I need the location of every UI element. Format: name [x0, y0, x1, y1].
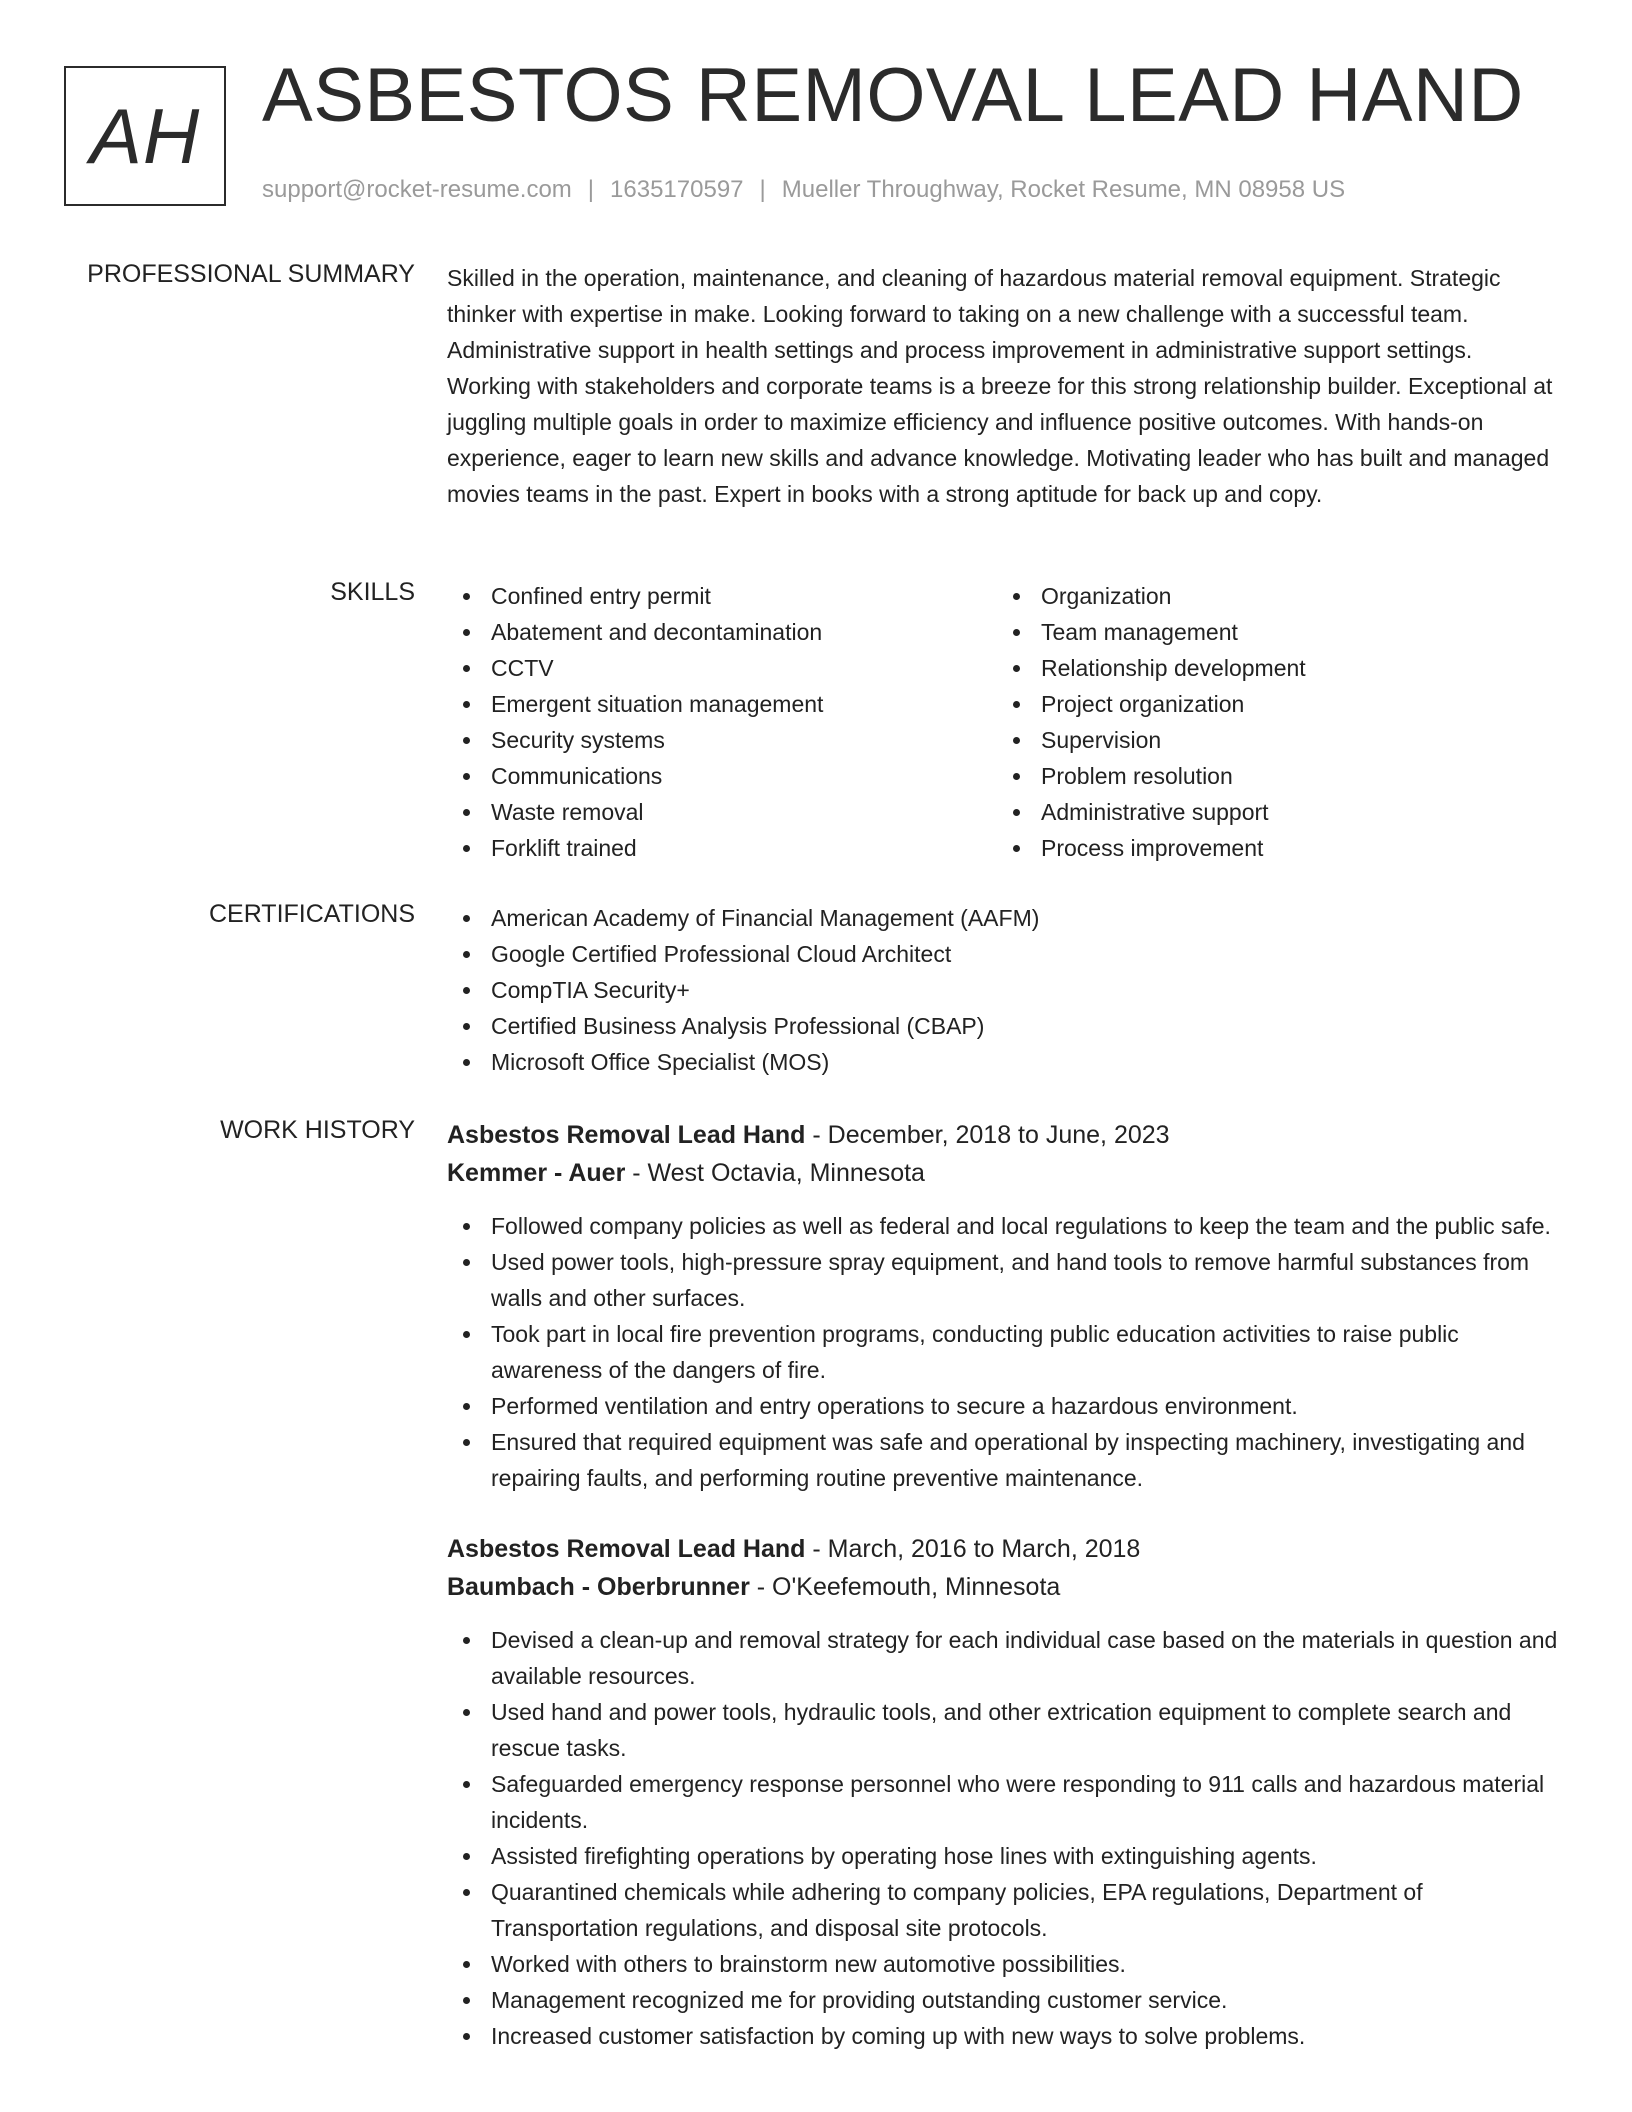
monogram-badge	[64, 66, 226, 206]
job-bullets	[447, 1208, 1562, 1496]
resume-name: ASBESTOS REMOVAL LEAD HAND	[262, 53, 1524, 138]
job-bullet: Management recognized me for providing outstanding customer service.	[447, 1982, 1562, 2018]
skill-item: Organization	[997, 578, 1547, 614]
contact-separator: |	[587, 176, 595, 203]
skill-item: Team management	[997, 614, 1547, 650]
section-label-skills: SKILLS	[330, 578, 415, 606]
contact-phone: 1635170597	[610, 176, 744, 203]
job-entry	[447, 1116, 1562, 1496]
skill-item: Waste removal	[447, 794, 997, 830]
job-title: Asbestos Removal Lead Hand	[447, 1121, 806, 1149]
skill-item: Supervision	[997, 722, 1547, 758]
certifications-list	[447, 900, 1562, 1080]
job-bullet: Devised a clean-up and removal strategy for each individual case based on the materials in question and available resources.	[447, 1622, 1562, 1694]
job-company-line	[447, 1568, 1562, 1606]
job-bullet: Used power tools, high-pressure spray equipment, and hand tools to remove harmful substances from walls and other surfaces.	[447, 1244, 1562, 1316]
summary-text: Skilled in the operation, maintenance, and cleaning of hazardous material removal equipment. Strategic thinker with expertise in make. Looking forward to taking on a new challenge with a successful team. Administrative support in health settings and process improvement in administrative support settings. Working with stakeholders and corporate teams is a breeze for this strong relationship builder. Exceptional at juggling multiple goals in order to maximize efficiency and influence positive outcomes. With hands-on experience, eager to learn new skills and advance knowledge. Motivating leader who has built and managed movies teams in the past. Expert in books with a strong aptitude for back up and copy.	[447, 265, 1553, 507]
skills-grid	[447, 578, 1562, 866]
job-entry	[447, 1530, 1562, 2054]
certification-item: Certified Business Analysis Professional (CBAP)	[447, 1008, 1562, 1044]
skill-item: Security systems	[447, 722, 997, 758]
job-bullet: Assisted firefighting operations by operating hose lines with extinguishing agents.	[447, 1838, 1562, 1874]
job-location: - O'Keefemouth, Minnesota	[749, 1573, 1061, 1601]
skill-item: Emergent situation management	[447, 686, 997, 722]
contact-line	[262, 176, 1345, 204]
job-company-line	[447, 1154, 1562, 1192]
job-bullet: Safeguarded emergency response personnel who were responding to 911 calls and hazardous material incidents.	[447, 1766, 1562, 1838]
certification-item: Microsoft Office Specialist (MOS)	[447, 1044, 1562, 1080]
section-label-summary: PROFESSIONAL SUMMARY	[87, 260, 415, 288]
contact-separator: |	[759, 176, 766, 203]
certification-item: Google Certified Professional Cloud Architect	[447, 936, 1562, 972]
job-title: Asbestos Removal Lead Hand	[447, 1535, 806, 1563]
skill-item: Problem resolution	[997, 758, 1547, 794]
job-bullet: Increased customer satisfaction by coming up with new ways to solve problems.	[447, 2018, 1562, 2054]
job-bullet: Followed company policies as well as federal and local regulations to keep the team and the public safe.	[447, 1208, 1562, 1244]
job-company: Baumbach - Oberbrunner	[447, 1573, 750, 1601]
job-bullet: Performed ventilation and entry operations to secure a hazardous environment.	[447, 1388, 1562, 1424]
job-title-line	[447, 1530, 1562, 1568]
job-dates: - December, 2018 to June, 2023	[805, 1121, 1170, 1149]
job-dates: - March, 2016 to March, 2018	[805, 1535, 1141, 1563]
section-label-work-history: WORK HISTORY	[220, 1116, 415, 1144]
skill-item: Forklift trained	[447, 830, 997, 866]
skill-item: CCTV	[447, 650, 997, 686]
skill-item: Communications	[447, 758, 997, 794]
job-bullets	[447, 1622, 1562, 2054]
skill-item: Administrative support	[997, 794, 1547, 830]
monogram-initials: AH	[89, 91, 201, 180]
job-location: - West Octavia, Minnesota	[625, 1159, 925, 1187]
job-title-line	[447, 1116, 1562, 1154]
certification-item: CompTIA Security+	[447, 972, 1562, 1008]
job-company: Kemmer - Auer	[447, 1159, 626, 1187]
contact-email: support@rocket-resume.com	[262, 176, 572, 203]
job-bullet: Quarantined chemicals while adhering to company policies, EPA regulations, Department of Transportation regulations, and disposal site protocols.	[447, 1874, 1562, 1946]
job-bullet: Took part in local fire prevention programs, conducting public education activities to raise public awareness of the dangers of fire.	[447, 1316, 1562, 1388]
job-bullet: Used hand and power tools, hydraulic tools, and other extrication equipment to complete search and rescue tasks.	[447, 1694, 1562, 1766]
skill-item: Project organization	[997, 686, 1547, 722]
job-bullet: Worked with others to brainstorm new automotive possibilities.	[447, 1946, 1562, 1982]
section-label-certifications: CERTIFICATIONS	[208, 900, 415, 928]
skills-list-left	[447, 578, 997, 866]
skill-item: Confined entry permit	[447, 578, 997, 614]
job-bullet: Ensured that required equipment was safe and operational by inspecting machinery, investigating and repairing faults, and performing routine preventive maintenance.	[447, 1424, 1562, 1496]
certification-item: American Academy of Financial Management (AAFM)	[447, 900, 1562, 936]
contact-address: Mueller Throughway, Rocket Resume, MN 08958 US	[781, 176, 1346, 203]
skills-list-right	[997, 578, 1547, 866]
skill-item: Process improvement	[997, 830, 1547, 866]
skill-item: Abatement and decontamination	[447, 614, 997, 650]
skill-item: Relationship development	[997, 650, 1547, 686]
